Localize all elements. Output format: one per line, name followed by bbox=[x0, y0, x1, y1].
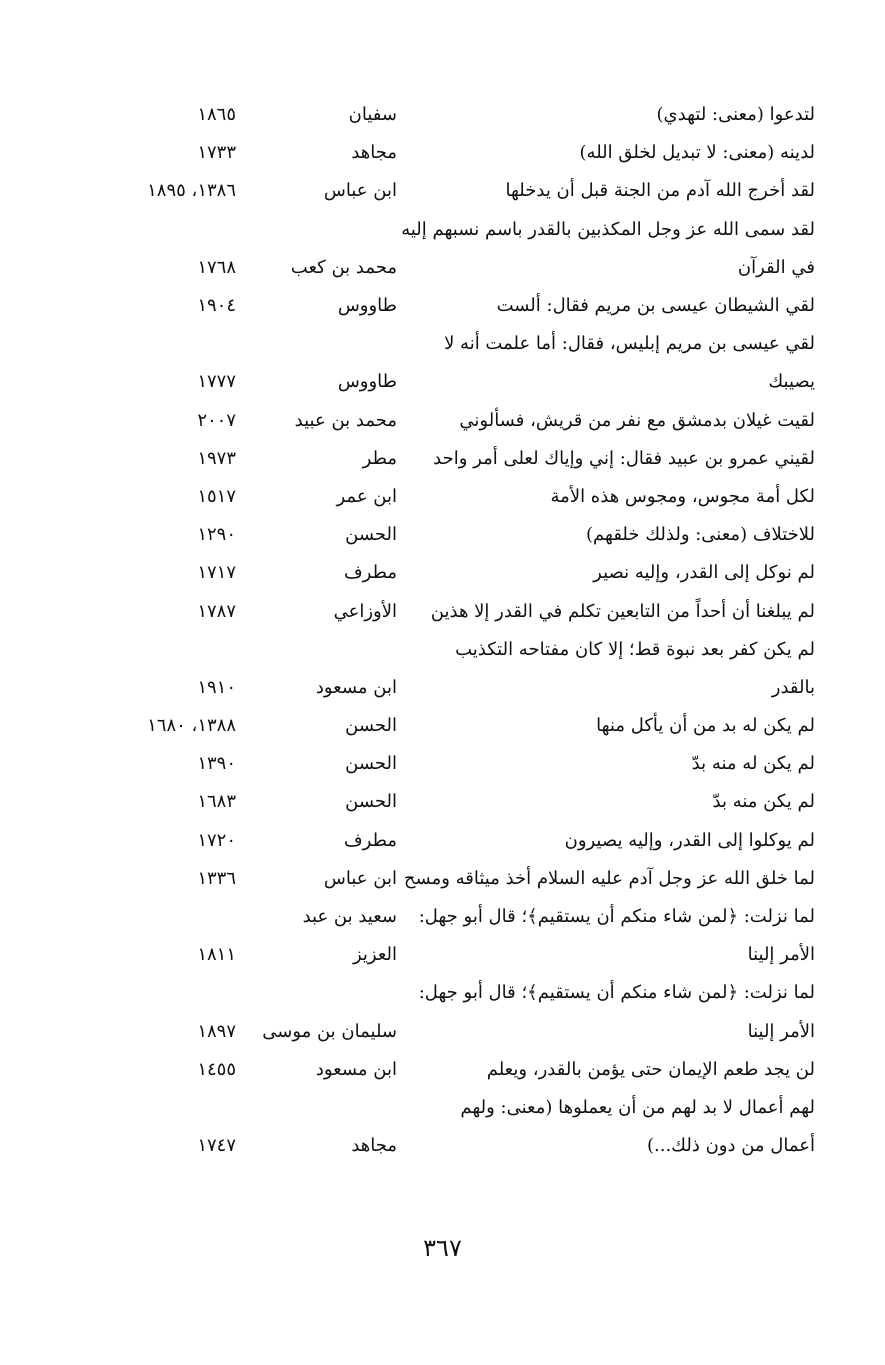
entry-refs: ١٦٨٣ bbox=[197, 791, 236, 813]
index-row bbox=[100, 1089, 815, 1127]
entry-narrator: ابن مسعود bbox=[315, 676, 397, 698]
entry-refs: ١٣٨٦، ١٨٩٥ bbox=[147, 180, 236, 202]
index-row bbox=[100, 96, 815, 134]
entry-text: لم يبلغنا أن أحداً من التابعين تكلم في القدر إلا هذين bbox=[430, 600, 815, 622]
entry-text: لم يكن كفر بعد نبوة قط؛ إلا كان مفتاحه التكذيب bbox=[455, 638, 815, 660]
entry-text: لقد سمى الله عز وجل المكذبين بالقدر باسم نسبهم إليه bbox=[401, 218, 815, 240]
entry-narrator: ابن عباس bbox=[323, 180, 397, 202]
entry-refs: ١٤٥٥ bbox=[197, 1058, 236, 1080]
entry-refs: ٢٠٠٧ bbox=[197, 409, 236, 431]
entry-text: بالقدر bbox=[771, 676, 815, 698]
entry-text: يصيبك bbox=[768, 371, 815, 393]
entry-refs: ١٧١٧ bbox=[197, 562, 236, 584]
entry-text: لقيني عمرو بن عبيد فقال: إني وإياك لعلى أمر واحد bbox=[433, 447, 815, 469]
entry-narrator: الحسن bbox=[345, 524, 397, 546]
index-row bbox=[100, 516, 815, 554]
entry-refs: ١٧٧٧ bbox=[197, 371, 236, 393]
entry-refs: ١٩٠٤ bbox=[197, 295, 236, 317]
entry-narrator: العزيز bbox=[352, 944, 397, 966]
entry-text: لقي الشيطان عيسى بن مريم فقال: ألست bbox=[496, 295, 815, 317]
entry-text: في القرآن bbox=[737, 256, 815, 278]
entry-text: لقيت غيلان بدمشق مع نفر من قريش، فسألوني bbox=[459, 409, 815, 431]
entry-refs: ١٣٩٠ bbox=[197, 753, 236, 775]
entry-text: الأمر إلينا bbox=[747, 1020, 815, 1042]
entry-text: لدينه (معنى: لا تبديل لخلق الله) bbox=[579, 142, 815, 164]
index-row bbox=[100, 822, 815, 860]
entry-text: لم يوكلوا إلى القدر، وإليه يصيرون bbox=[564, 829, 815, 851]
index-row bbox=[100, 402, 815, 440]
entry-narrator: الحسن bbox=[345, 715, 397, 737]
entry-text: لكل أمة مجوس، ومجوس هذه الأمة bbox=[550, 485, 815, 507]
index-row bbox=[100, 554, 815, 592]
entry-narrator: سفيان bbox=[348, 104, 397, 126]
index-row bbox=[100, 287, 815, 325]
index-row bbox=[100, 211, 815, 249]
entry-refs: ١٨١١ bbox=[197, 944, 236, 966]
entry-refs: ١٧٤٧ bbox=[197, 1135, 236, 1157]
index-row bbox=[100, 172, 815, 210]
entry-refs: ١٧٢٠ bbox=[197, 829, 236, 851]
entry-narrator: الأوزاعي bbox=[333, 600, 397, 622]
entry-narrator: مجاهد bbox=[351, 142, 397, 164]
entry-text: لما خلق الله عز وجل آدم عليه السلام أخذ ميثاقه ومسح bbox=[403, 867, 815, 889]
index-row bbox=[100, 363, 815, 401]
entry-refs: ١٧٨٧ bbox=[197, 600, 236, 622]
entry-text: للاختلاف (معنى: ولذلك خلقهم) bbox=[586, 524, 815, 546]
entry-narrator: طاووس bbox=[337, 371, 397, 393]
entry-refs: ١٥١٧ bbox=[197, 485, 236, 507]
entry-text: لم يكن له منه بدّ bbox=[691, 753, 815, 775]
index-row bbox=[100, 478, 815, 516]
entry-narrator: مطرف bbox=[344, 562, 397, 584]
index-row bbox=[100, 669, 815, 707]
index-row bbox=[100, 631, 815, 669]
entry-narrator: محمد بن عبيد bbox=[294, 409, 397, 431]
entry-narrator: مطرف bbox=[344, 829, 397, 851]
entry-text: لم يكن منه بدّ bbox=[712, 791, 815, 813]
index-row bbox=[100, 1051, 815, 1089]
entry-text: لم يكن له بد من أن يأكل منها bbox=[596, 715, 815, 737]
index-row bbox=[100, 1127, 815, 1165]
entry-narrator: سليمان بن موسى bbox=[262, 1020, 397, 1042]
entry-text: لتدعوا (معنى: لتهدي) bbox=[656, 104, 815, 126]
entry-text: لهم أعمال لا بد لهم من أن يعملوها (معنى: ولهم bbox=[460, 1096, 815, 1118]
entry-narrator: الحسن bbox=[345, 791, 397, 813]
entry-refs: ١٨٦٥ bbox=[197, 104, 236, 126]
entry-refs: ١٧٣٣ bbox=[197, 142, 236, 164]
index-row bbox=[100, 249, 815, 287]
entry-text: لما نزلت: ﴿لمن شاء منكم أن يستقيم﴾؛ قال أبو جهل: bbox=[418, 982, 815, 1004]
index-row bbox=[100, 898, 815, 936]
index-entries bbox=[100, 96, 815, 1165]
index-row bbox=[100, 440, 815, 478]
entry-text: الأمر إلينا bbox=[747, 944, 815, 966]
entry-narrator: ابن عمر bbox=[336, 485, 397, 507]
index-row bbox=[100, 860, 815, 898]
entry-narrator: ابن مسعود bbox=[315, 1058, 397, 1080]
entry-text: أعمال من دون ذلك...) bbox=[646, 1135, 815, 1157]
index-row bbox=[100, 783, 815, 821]
entry-text: لقي عيسى بن مريم إبليس، فقال: أما علمت أنه لا bbox=[444, 333, 815, 355]
entry-refs: ١٣٣٦ bbox=[197, 867, 236, 889]
entry-refs: ١٩١٠ bbox=[197, 676, 236, 698]
index-row bbox=[100, 592, 815, 630]
entry-text: لم نوكل إلى القدر، وإليه نصير bbox=[593, 562, 815, 584]
entry-refs: ١٣٨٨، ١٦٨٠ bbox=[147, 715, 236, 737]
entry-refs: ١٧٦٨ bbox=[197, 256, 236, 278]
index-row bbox=[100, 974, 815, 1012]
entry-narrator: مطر bbox=[362, 447, 397, 469]
index-row bbox=[100, 936, 815, 974]
index-row bbox=[100, 134, 815, 172]
entry-narrator: سعيد بن عبد bbox=[302, 906, 397, 928]
entry-narrator: ابن عباس bbox=[323, 867, 397, 889]
entry-narrator: مجاهد bbox=[351, 1135, 397, 1157]
index-row bbox=[100, 325, 815, 363]
page-number: ٣٦٧ bbox=[423, 1234, 462, 1262]
entry-text: لقد أخرج الله آدم من الجنة قبل أن يدخلها bbox=[505, 180, 815, 202]
entry-narrator: الحسن bbox=[345, 753, 397, 775]
entry-text: لما نزلت: ﴿لمن شاء منكم أن يستقيم﴾؛ قال أبو جهل: bbox=[418, 906, 815, 928]
index-row bbox=[100, 1013, 815, 1051]
index-row bbox=[100, 745, 815, 783]
entry-refs: ١٢٩٠ bbox=[197, 524, 236, 546]
entry-text: لن يجد طعم الإيمان حتى يؤمن بالقدر، ويعلم bbox=[486, 1058, 815, 1080]
entry-refs: ١٨٩٧ bbox=[197, 1020, 236, 1042]
index-row bbox=[100, 707, 815, 745]
entry-narrator: طاووس bbox=[337, 295, 397, 317]
entry-refs: ١٩٧٣ bbox=[197, 447, 236, 469]
entry-narrator: محمد بن كعب bbox=[290, 256, 397, 278]
